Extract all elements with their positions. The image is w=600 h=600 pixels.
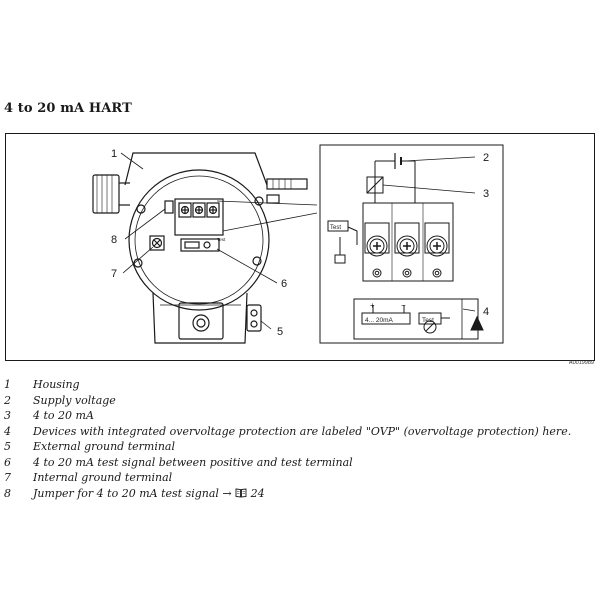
legend-item: [4, 486, 571, 502]
legend-item: [4, 393, 571, 409]
legend-text: [33, 486, 265, 502]
legend-item: [4, 470, 571, 486]
legend-text: 4 to 20 mA: [33, 409, 94, 422]
legend-number: 7: [4, 471, 11, 484]
legend-number: 1: [4, 378, 11, 391]
callout-3: 3: [483, 188, 490, 200]
test-jumper-label: Test: [330, 225, 342, 231]
legend-item: [4, 455, 571, 471]
legend-text: Internal ground terminal: [33, 471, 173, 484]
book-icon: [235, 488, 247, 498]
legend-number: 4: [4, 424, 11, 438]
legend-item: [4, 424, 571, 440]
legend-page-ref[interactable]: 24: [250, 486, 265, 500]
legend-number: 2: [4, 393, 11, 407]
legend-item: [4, 439, 571, 455]
callout-2: 2: [483, 152, 490, 164]
ovp-range-label: 4... 20mA: [365, 317, 393, 324]
legend-text: Supply voltage: [33, 393, 116, 407]
legend-item: [4, 377, 571, 393]
figure-frame: [6, 134, 595, 361]
legend-number: 5: [4, 440, 11, 453]
terminal-test-small-label: Test: [217, 237, 226, 242]
legend-item: [4, 408, 571, 424]
legend-text: Housing: [33, 378, 80, 391]
legend-number: 8: [4, 486, 11, 500]
legend-number: 6: [4, 455, 11, 469]
callout-1: 1: [111, 148, 118, 160]
legend-text: Devices with integrated overvoltage protection are labeled "OVP" (overvoltage protection) here.: [33, 424, 572, 438]
legend-text: 4 to 20 mA test signal between positive and test terminal: [33, 455, 353, 469]
ovp-minus-label: −: [401, 301, 406, 310]
detail-frame: [320, 145, 503, 343]
section-title: 4 to 20 mA HART: [4, 101, 132, 116]
callout-8: 8: [111, 234, 118, 246]
legend-number: 3: [4, 409, 11, 422]
figure-id: A0019989: [568, 360, 594, 366]
ovp-test-label: Test: [422, 317, 434, 324]
legend-text: External ground terminal: [33, 440, 176, 453]
callout-5: 5: [277, 326, 284, 338]
housing: [93, 153, 317, 343]
legend: [4, 377, 571, 501]
callout-6: 6: [281, 278, 288, 290]
legend-text-body: Jumper for 4 to 20 mA test signal →: [33, 486, 232, 500]
callout-4: 4: [483, 306, 490, 318]
wiring-diagram: [5, 133, 595, 361]
ovp-plus-label: +: [370, 301, 375, 310]
callout-7: 7: [111, 268, 118, 280]
